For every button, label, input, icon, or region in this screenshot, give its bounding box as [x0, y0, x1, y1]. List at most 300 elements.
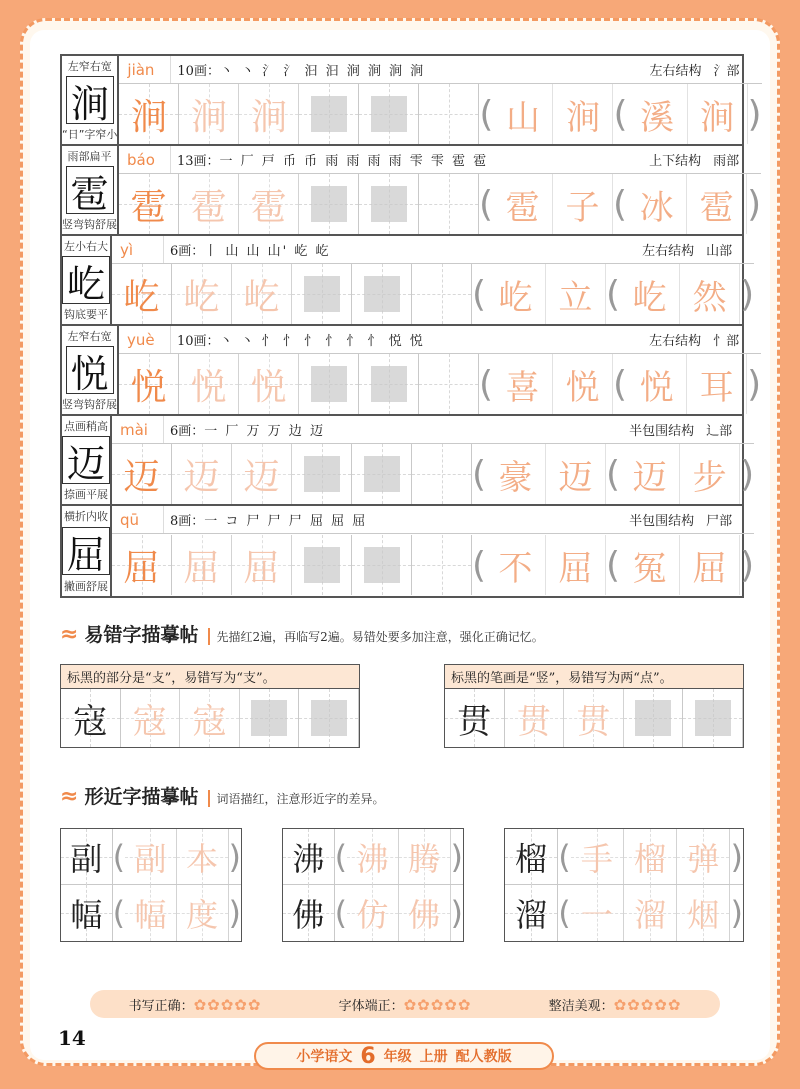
character-model-cell	[62, 236, 112, 324]
word-character[interactable]: 屈	[680, 535, 740, 595]
paren-close: )	[730, 894, 743, 932]
paren-open: (	[558, 894, 571, 932]
trace-grid-cell-glyph: 涧	[190, 96, 227, 138]
blank-grid-cell[interactable]	[419, 84, 479, 144]
model-grid-cell-glyph: 榴	[515, 839, 548, 878]
model-grid-cell	[112, 535, 172, 595]
trace-grid-cell[interactable]	[172, 444, 232, 504]
model-grid-cell-glyph: 迈	[123, 456, 160, 498]
similar-section-desc: 词语描红，注意形近字的差异。	[208, 790, 384, 807]
copy-grid-cell[interactable]	[352, 535, 412, 595]
paren-open: (	[334, 894, 348, 932]
pinyin: mài	[112, 416, 164, 443]
trace-grid-cell-glyph: 本	[186, 839, 219, 878]
pinyin: jiàn	[119, 56, 171, 83]
copy-grid-cell[interactable]	[683, 689, 743, 747]
writing-tip-bottom: 钩底要平	[64, 308, 108, 321]
word-character[interactable]: 然	[680, 264, 740, 324]
model-grid-cell-glyph: 屈	[123, 547, 160, 589]
word-character[interactable]: 溪	[628, 84, 688, 144]
copy-grid-cell[interactable]	[359, 354, 419, 414]
copy-grid-cell-glyph	[371, 96, 407, 132]
paren-close: )	[730, 837, 743, 876]
copy-grid-cell[interactable]	[292, 444, 352, 504]
trace-grid-cell[interactable]	[571, 885, 624, 941]
trace-grid-cell-glyph: 弹	[687, 839, 720, 878]
copy-grid-cell-glyph	[304, 547, 340, 583]
copy-grid-cell[interactable]	[299, 84, 359, 144]
wave-icon: ≈	[60, 622, 79, 647]
model-character: 屈	[62, 527, 110, 575]
writing-tip-bottom: 竖弯钩舒展	[62, 398, 117, 411]
paren-close: )	[228, 894, 241, 932]
star-rating[interactable]: ✿✿✿✿✿	[403, 995, 472, 1014]
stroke-count: 13画：	[177, 154, 220, 169]
copy-grid-cell[interactable]	[352, 444, 412, 504]
character-model-cell	[62, 56, 119, 144]
copy-grid-cell[interactable]	[299, 354, 359, 414]
word-tracing	[479, 84, 761, 144]
model-grid-cell-glyph: 悦	[130, 366, 167, 408]
trace-grid-cell-glyph: 溜	[634, 896, 667, 934]
trace-grid-cell[interactable]	[232, 535, 292, 595]
model-grid-cell-glyph: 涧	[130, 96, 167, 138]
character-row	[62, 236, 755, 326]
paren-close: )	[450, 837, 463, 876]
character-info-line	[119, 326, 761, 354]
character-practice-table	[60, 54, 762, 598]
character-info-line	[119, 146, 761, 174]
copy-grid-cell-glyph	[635, 700, 671, 736]
model-grid-cell	[61, 829, 113, 885]
model-grid-cell-glyph: 雹	[130, 186, 167, 228]
writing-tip-top: 点画稍高	[64, 420, 108, 433]
word-tracing	[479, 174, 761, 234]
word-character[interactable]: 屹	[486, 264, 546, 324]
eval-item: 整洁美观：✿✿✿✿✿	[548, 995, 682, 1014]
error-hint: 标黑的笔画是“竖”，易错写为两“点”。	[445, 665, 743, 689]
pinyin: yì	[112, 236, 164, 263]
copy-grid-cell[interactable]	[299, 689, 359, 747]
character-radical: 忄部	[713, 334, 740, 349]
trace-grid-cell[interactable]	[179, 84, 239, 144]
footer-term: 上册	[419, 1049, 448, 1065]
trace-grid-cell-glyph: 涧	[250, 96, 287, 138]
trace-grid-cell[interactable]	[347, 885, 399, 941]
paren-open: (	[479, 183, 494, 225]
word-character[interactable]: 涧	[688, 84, 748, 144]
copy-grid-cell-glyph	[371, 366, 407, 402]
trace-grid-cell[interactable]	[624, 829, 677, 885]
paren-open: (	[613, 183, 628, 225]
character-practice-area	[119, 146, 761, 234]
model-grid-cell	[61, 689, 121, 747]
trace-grid-cell[interactable]	[347, 829, 399, 885]
model-character: 雹	[66, 166, 114, 214]
copy-grid-cell-glyph	[304, 456, 340, 492]
pinyin: yuè	[119, 326, 171, 353]
paren-open: (	[472, 544, 487, 586]
character-row	[62, 56, 762, 146]
writing-grid	[119, 354, 761, 414]
similar-section-title: 形近字描摹帖	[84, 786, 199, 808]
paren-open: (	[334, 837, 348, 876]
writing-grid	[119, 174, 761, 234]
trace-grid-cell-glyph: 屹	[183, 276, 220, 318]
word-tracing	[472, 444, 754, 504]
word-character[interactable]: 悦	[553, 354, 613, 414]
model-grid-cell-glyph: 副	[70, 839, 103, 878]
similar-practice-row	[60, 828, 744, 942]
error-section-header	[60, 620, 744, 654]
character-practice-area	[112, 236, 754, 324]
character-structure: 半包围结构	[629, 514, 695, 529]
word-character[interactable]: 冰	[627, 174, 687, 234]
word-character[interactable]: 雹	[493, 174, 553, 234]
model-grid-cell	[445, 689, 505, 747]
wave-icon: ≈	[60, 784, 79, 809]
trace-grid-cell[interactable]	[179, 174, 239, 234]
writing-tip-top: 左小右大	[64, 240, 108, 253]
paren-open: (	[479, 93, 494, 135]
character-info-line	[112, 416, 754, 444]
character-practice-area	[112, 416, 754, 504]
trace-grid-cell-glyph: 寇	[192, 701, 227, 742]
paren-open: (	[112, 837, 126, 876]
copy-grid-cell[interactable]	[352, 264, 412, 324]
trace-grid-cell-glyph: 副	[134, 839, 167, 878]
similar-character-line	[61, 885, 241, 941]
trace-grid-cell-glyph: 烟	[687, 896, 720, 934]
error-section-title: 易错字描摹帖	[84, 624, 199, 646]
error-writing-grid	[445, 689, 743, 747]
trace-grid-cell[interactable]	[399, 885, 451, 941]
character-structure: 上下结构	[649, 154, 702, 169]
error-practice-row	[60, 664, 744, 748]
word-character[interactable]: 屈	[546, 535, 606, 595]
blank-grid-cell[interactable]	[412, 264, 472, 324]
character-row	[62, 326, 762, 416]
model-grid-cell	[505, 829, 558, 885]
stroke-count: 10画：	[177, 64, 220, 79]
trace-grid-cell[interactable]	[571, 829, 624, 885]
model-grid-cell	[119, 174, 179, 234]
similar-character-line	[505, 885, 743, 941]
paren-open: (	[112, 894, 126, 932]
model-grid-cell-glyph: 佛	[292, 896, 325, 934]
paren-open: (	[479, 363, 494, 405]
stroke-sequence: 一 コ 尸 尸 尸 屈 屈 屈	[204, 514, 368, 529]
footer-grade-number: 6	[360, 1043, 376, 1069]
word-character[interactable]: 子	[553, 174, 613, 234]
trace-grid-cell[interactable]	[239, 174, 299, 234]
writing-grid	[112, 444, 754, 504]
copy-grid-cell[interactable]	[292, 535, 352, 595]
star-rating[interactable]: ✿✿✿✿✿	[193, 995, 262, 1014]
character-row	[62, 146, 762, 236]
copy-grid-cell-glyph	[311, 96, 347, 132]
copy-grid-cell[interactable]	[359, 174, 419, 234]
trace-grid-cell[interactable]	[399, 829, 451, 885]
stroke-count: 6画：	[170, 424, 205, 439]
stroke-sequence: 一 厂 戸 币 币 雨 雨 雨 雨 雫 雫 雹 雹	[219, 154, 489, 169]
character-radical: 辶部	[706, 424, 733, 439]
model-grid-cell-glyph: 溜	[515, 896, 548, 934]
copy-grid-cell[interactable]	[624, 689, 684, 747]
trace-grid-cell-glyph: 迈	[243, 456, 280, 498]
blank-grid-cell[interactable]	[412, 535, 472, 595]
writing-tip-bottom: 竖弯钩舒展	[62, 218, 117, 231]
footer-subject: 小学语文	[296, 1049, 353, 1065]
word-tracing	[479, 354, 761, 414]
eval-item: 字体端正：✿✿✿✿✿	[338, 995, 472, 1014]
copy-grid-cell-glyph	[371, 186, 407, 222]
blank-grid-cell[interactable]	[419, 174, 479, 234]
writing-grid	[112, 264, 754, 324]
trace-grid-cell[interactable]	[677, 885, 730, 941]
character-radical: 雨部	[713, 154, 740, 169]
writing-grid	[119, 84, 761, 144]
eval-item: 书写正确：✿✿✿✿✿	[128, 995, 262, 1014]
trace-grid-cell-glyph: 寇	[132, 701, 167, 742]
similar-character-line	[505, 829, 743, 885]
word-character[interactable]: 迈	[620, 444, 680, 504]
paren-open: (	[558, 837, 571, 876]
stroke-sequence: 丶 丶 忄 忄 忄 忄 忄 忄 悦 悦	[219, 334, 425, 349]
similar-character-line	[283, 885, 463, 941]
pinyin: qū	[112, 506, 164, 533]
blank-grid-cell[interactable]	[412, 444, 472, 504]
model-grid-cell	[112, 444, 172, 504]
stroke-order	[171, 330, 599, 349]
copy-grid-cell-glyph	[251, 700, 287, 736]
word-tracing	[472, 264, 754, 324]
trace-grid-cell-glyph: 迈	[183, 456, 220, 498]
stroke-order	[164, 510, 592, 529]
trace-grid-cell[interactable]	[180, 689, 240, 747]
stroke-order	[164, 240, 592, 259]
similar-character-box	[60, 828, 242, 942]
paren-open: (	[606, 453, 621, 495]
character-info-line	[112, 506, 754, 534]
blank-grid-cell[interactable]	[419, 354, 479, 414]
model-grid-cell	[119, 354, 179, 414]
trace-grid-cell[interactable]	[179, 354, 239, 414]
paren-close: )	[747, 183, 762, 225]
copy-grid-cell-glyph	[364, 456, 400, 492]
paren-close: )	[740, 273, 755, 315]
character-practice-area	[119, 326, 761, 414]
trace-grid-cell-glyph: 手	[580, 839, 613, 878]
trace-grid-cell-glyph: 沸	[356, 839, 389, 878]
word-character[interactable]: 不	[486, 535, 546, 595]
copy-grid-cell-glyph	[304, 276, 340, 312]
model-grid-cell	[61, 885, 113, 941]
trace-grid-cell[interactable]	[564, 689, 624, 747]
stroke-count: 10画：	[177, 334, 220, 349]
trace-grid-cell-glyph: 度	[186, 896, 219, 934]
page-number: 14	[58, 1026, 86, 1050]
similar-character-line	[61, 829, 241, 885]
trace-grid-cell[interactable]	[177, 885, 229, 941]
trace-grid-cell[interactable]	[125, 829, 177, 885]
trace-grid-cell[interactable]	[172, 264, 232, 324]
stroke-sequence: 一 厂 万 万 边 迈	[204, 424, 325, 439]
writing-grid	[112, 534, 754, 596]
paren-close: )	[450, 894, 463, 932]
model-grid-cell	[283, 885, 335, 941]
word-character[interactable]: 步	[680, 444, 740, 504]
character-row	[62, 506, 755, 596]
model-character: 屹	[62, 256, 110, 304]
footer-edition: 配人教版	[455, 1049, 512, 1065]
model-character: 悦	[66, 346, 114, 394]
similar-character-box	[282, 828, 464, 942]
character-radical: 山部	[706, 244, 733, 259]
stroke-order	[171, 150, 599, 169]
trace-grid-cell[interactable]	[177, 829, 229, 885]
word-character[interactable]: 立	[546, 264, 606, 324]
writing-tip-bottom: 捺画平展	[64, 488, 108, 501]
error-section-desc: 先描红2遍，再临写2遍。易错处要多加注意，强化正确记忆。	[208, 628, 543, 645]
paren-open: (	[613, 363, 628, 405]
character-model-cell	[62, 146, 119, 234]
book-footer	[254, 1042, 554, 1070]
paren-open: (	[472, 273, 487, 315]
paren-close: )	[740, 544, 755, 586]
similar-character-box	[504, 828, 744, 942]
worksheet-content	[60, 54, 762, 942]
word-character[interactable]: 喜	[493, 354, 553, 414]
writing-tip-top: 雨部扁平	[67, 150, 112, 163]
trace-grid-cell-glyph: 悦	[250, 366, 287, 408]
character-radical: 尸部	[706, 514, 733, 529]
trace-grid-cell-glyph: 雹	[190, 186, 227, 228]
stroke-count: 6画：	[170, 244, 205, 259]
writing-tip-top: 左窄右宽	[67, 60, 112, 73]
copy-grid-cell-glyph	[364, 547, 400, 583]
writing-tip-bottom: “日”字窄小	[62, 128, 118, 141]
paren-close: )	[228, 837, 241, 876]
copy-grid-cell-glyph	[695, 700, 731, 736]
character-structure: 左右结构	[649, 64, 702, 79]
model-grid-cell-glyph: 贯	[457, 701, 492, 742]
word-character[interactable]: 雹	[687, 174, 747, 234]
paren-close: )	[747, 363, 762, 405]
stroke-order	[164, 420, 592, 439]
model-character: 涧	[66, 76, 114, 124]
copy-grid-cell-glyph	[311, 186, 347, 222]
trace-grid-cell-glyph: 一	[580, 896, 613, 934]
word-character[interactable]: 耳	[687, 354, 747, 414]
trace-grid-cell-glyph: 腾	[408, 839, 441, 878]
star-rating[interactable]: ✿✿✿✿✿	[613, 995, 682, 1014]
model-character: 迈	[62, 436, 110, 484]
model-grid-cell	[112, 264, 172, 324]
character-practice-area	[119, 56, 761, 144]
paren-open: (	[613, 93, 628, 135]
character-info-line	[119, 56, 761, 84]
word-character[interactable]: 悦	[627, 354, 687, 414]
word-character[interactable]: 冤	[620, 535, 680, 595]
trace-grid-cell[interactable]	[172, 535, 232, 595]
model-grid-cell	[505, 885, 558, 941]
character-practice-area	[112, 506, 754, 596]
paren-open: (	[472, 453, 487, 495]
trace-grid-cell-glyph: 悦	[190, 366, 227, 408]
writing-tip-top: 左窄右宽	[67, 330, 112, 343]
footer-grade-word: 年级	[383, 1049, 412, 1065]
trace-grid-cell[interactable]	[677, 829, 730, 885]
trace-grid-cell-glyph: 幅	[134, 896, 167, 934]
copy-grid-cell[interactable]	[299, 174, 359, 234]
paren-open: (	[606, 544, 621, 586]
trace-grid-cell-glyph: 屹	[243, 276, 280, 318]
trace-grid-cell[interactable]	[125, 885, 177, 941]
stroke-sequence: 丶 丶 氵 氵 汩 汩 涧 涧 涧 涧	[219, 64, 426, 79]
copy-grid-cell[interactable]	[359, 84, 419, 144]
trace-grid-cell-glyph: 贯	[576, 701, 611, 742]
character-radical: 氵部	[713, 64, 740, 79]
word-character[interactable]: 屹	[620, 264, 680, 324]
copy-grid-cell-glyph	[311, 366, 347, 402]
character-structure: 左右结构	[649, 334, 702, 349]
copy-grid-cell[interactable]	[240, 689, 300, 747]
trace-grid-cell-glyph: 贯	[516, 701, 551, 742]
similar-section-header	[60, 782, 744, 816]
trace-grid-cell-glyph: 佛	[408, 896, 441, 934]
evaluation-bar	[90, 990, 720, 1018]
character-row	[62, 416, 755, 506]
character-model-cell	[62, 326, 119, 414]
error-practice-box	[444, 664, 744, 748]
character-structure: 左右结构	[642, 244, 695, 259]
trace-grid-cell[interactable]	[239, 354, 299, 414]
trace-grid-cell[interactable]	[505, 689, 565, 747]
trace-grid-cell[interactable]	[624, 885, 677, 941]
model-grid-cell	[119, 84, 179, 144]
trace-grid-cell-glyph: 榴	[634, 839, 667, 878]
writing-tip-bottom: 撇画舒展	[64, 580, 108, 593]
copy-grid-cell[interactable]	[292, 264, 352, 324]
pinyin: báo	[119, 146, 171, 173]
trace-grid-cell[interactable]	[232, 264, 292, 324]
trace-grid-cell[interactable]	[239, 84, 299, 144]
word-character[interactable]: 山	[493, 84, 553, 144]
similar-character-line	[283, 829, 463, 885]
character-model-cell	[62, 416, 112, 504]
word-character[interactable]: 豪	[486, 444, 546, 504]
copy-grid-cell-glyph	[311, 700, 347, 736]
character-structure: 半包围结构	[629, 424, 695, 439]
word-tracing	[472, 535, 754, 595]
paren-close: )	[740, 453, 755, 495]
paren-open: (	[606, 273, 621, 315]
trace-grid-cell-glyph: 屈	[183, 547, 220, 589]
model-grid-cell-glyph: 寇	[73, 701, 108, 742]
copy-grid-cell-glyph	[364, 276, 400, 312]
trace-grid-cell[interactable]	[232, 444, 292, 504]
trace-grid-cell-glyph: 屈	[243, 547, 280, 589]
model-grid-cell-glyph: 沸	[292, 839, 325, 878]
stroke-order	[171, 60, 599, 79]
trace-grid-cell[interactable]	[121, 689, 181, 747]
paren-close: )	[747, 93, 762, 135]
word-character[interactable]: 迈	[546, 444, 606, 504]
trace-grid-cell-glyph: 仿	[356, 896, 389, 934]
error-hint: 标黑的部分是“攴”，易错写为“支”。	[61, 665, 359, 689]
word-character[interactable]: 涧	[553, 84, 613, 144]
